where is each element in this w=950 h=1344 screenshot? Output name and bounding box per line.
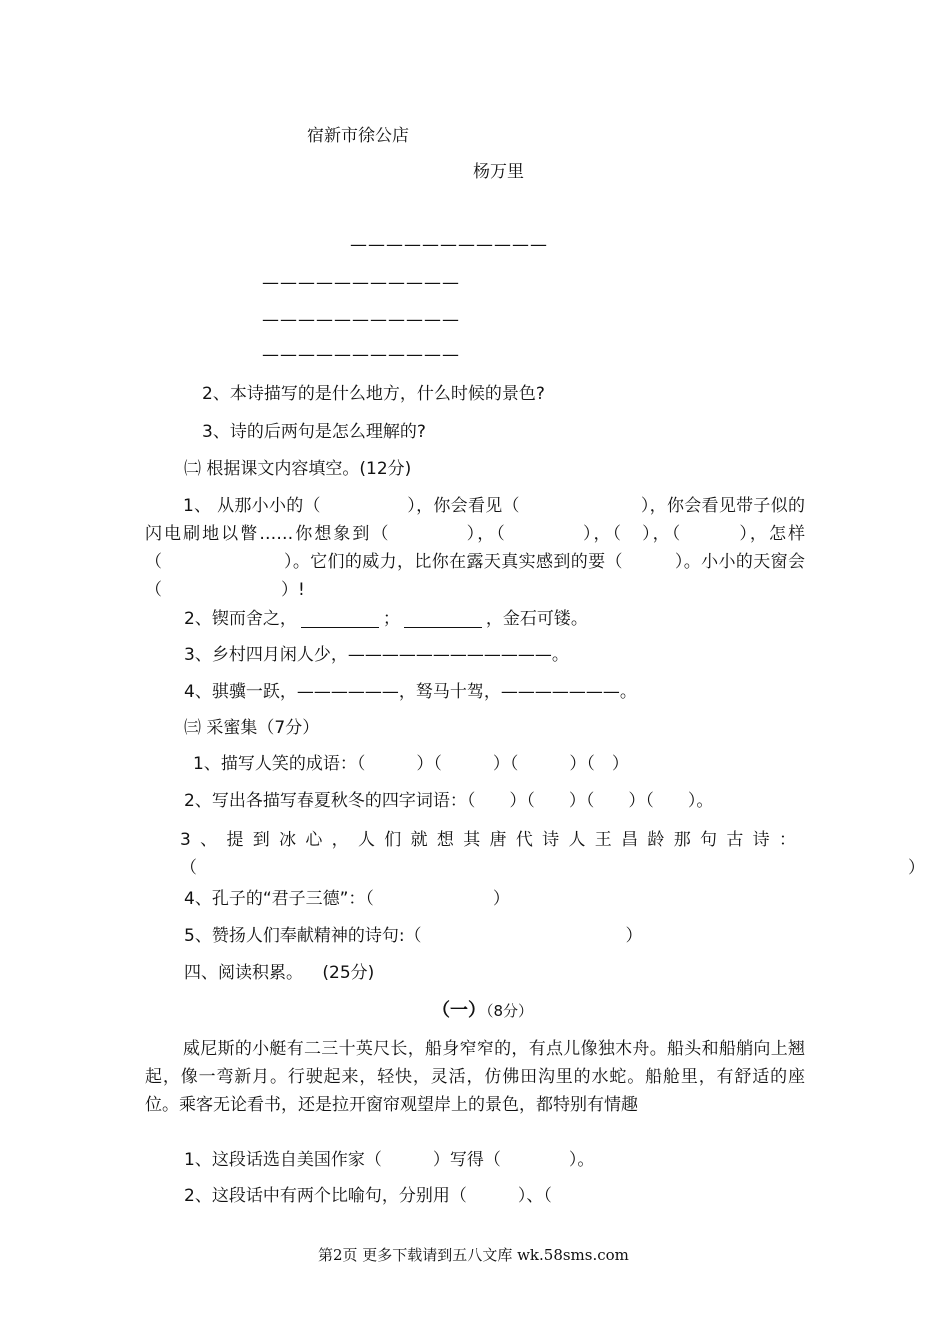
question-2-2 [184, 609, 588, 628]
section-2-heading: ㈡ 根据课文内容填空。(12分) [184, 459, 412, 479]
answer-line-1: ——————————— [350, 235, 548, 255]
question-3-1: 1、描写人笑的成语：（ ）（ ）（ ）（ ） [193, 754, 629, 774]
fill-blank-1[interactable] [301, 609, 379, 628]
subsection-1-heading [432, 1002, 533, 1020]
section-4-title: 四、阅读积累。 [184, 963, 303, 983]
answer-line-2: ——————————— [262, 273, 460, 293]
question-2-2-mid: ； [382, 609, 400, 629]
answer-line-4: ——————————— [262, 345, 460, 365]
question-2-4: 4、骐骥一跃，——————，驽马十驾，———————。 [184, 682, 637, 702]
question-2-2-end: ，金石可镂。 [485, 609, 588, 629]
answer-line-3: ——————————— [262, 310, 460, 330]
question-3-4: 4、孔子的“君子三德”：（ ） [184, 889, 510, 909]
subsection-1-title: （一） [432, 1000, 486, 1021]
poem-title: 宿新市徐公店 [307, 126, 409, 146]
section-4-score: (25分) [322, 963, 375, 983]
question-3-2: 2、写出各描写春夏秋冬的四字词语：（ ）（ ）（ ）（ ）。 [184, 791, 714, 811]
question-4-2: 2、这段话中有两个比喻句，分别用（ ）、（ [184, 1186, 552, 1206]
page-footer: 第2页 更多下载请到五八文库 wk.58sms.com [318, 1246, 629, 1264]
reading-passage: 威尼斯的小艇有二三十英尺长，船身窄窄的，有点儿像独木舟。船头和船艄向上翘起，像一弯新月。行驶起来，轻快，灵活，仿佛田沟里的水蛇。船舱里，有舒适的座位。乘客无论看书，还是拉开窗帘观望岸上的景色，都特别有情趣 [145, 1039, 805, 1115]
question-3-3: 3、提到冰心，人们就想其唐代诗人王昌龄那句古诗：（ ） [180, 830, 934, 878]
question-1-2: 2、本诗描写的是什么地方，什么时候的景色? [202, 384, 545, 404]
section-3-heading: ㈢ 采蜜集（7分） [184, 718, 320, 738]
question-2-3: 3、乡村四月闲人少，————————————。 [184, 645, 569, 665]
question-4-1: 1、这段话选自美国作家（ ）写得（ ）。 [184, 1150, 595, 1170]
fill-blank-2[interactable] [404, 609, 482, 628]
question-3-5: 5、赞扬人们奉献精神的诗句:（ ） [184, 926, 643, 946]
section-4-heading [184, 965, 374, 982]
poem-author: 杨万里 [473, 162, 524, 182]
question-2-2-start: 2、锲而舍之， [184, 609, 297, 629]
question-2-1: 1、 从那小小的（ ），你会看见（ ），你会看见带子似的闪电刷地以瞥……你想象到（ ），（ ），（ ），（ ），怎样（ ）。它们的威力，比你在露天真实感到的要（ ）。小小的天窗会（ ）! [145, 496, 805, 600]
subsection-1-score: （8分） [486, 1002, 534, 1020]
question-1-3: 3、诗的后两句是怎么理解的? [202, 422, 426, 442]
